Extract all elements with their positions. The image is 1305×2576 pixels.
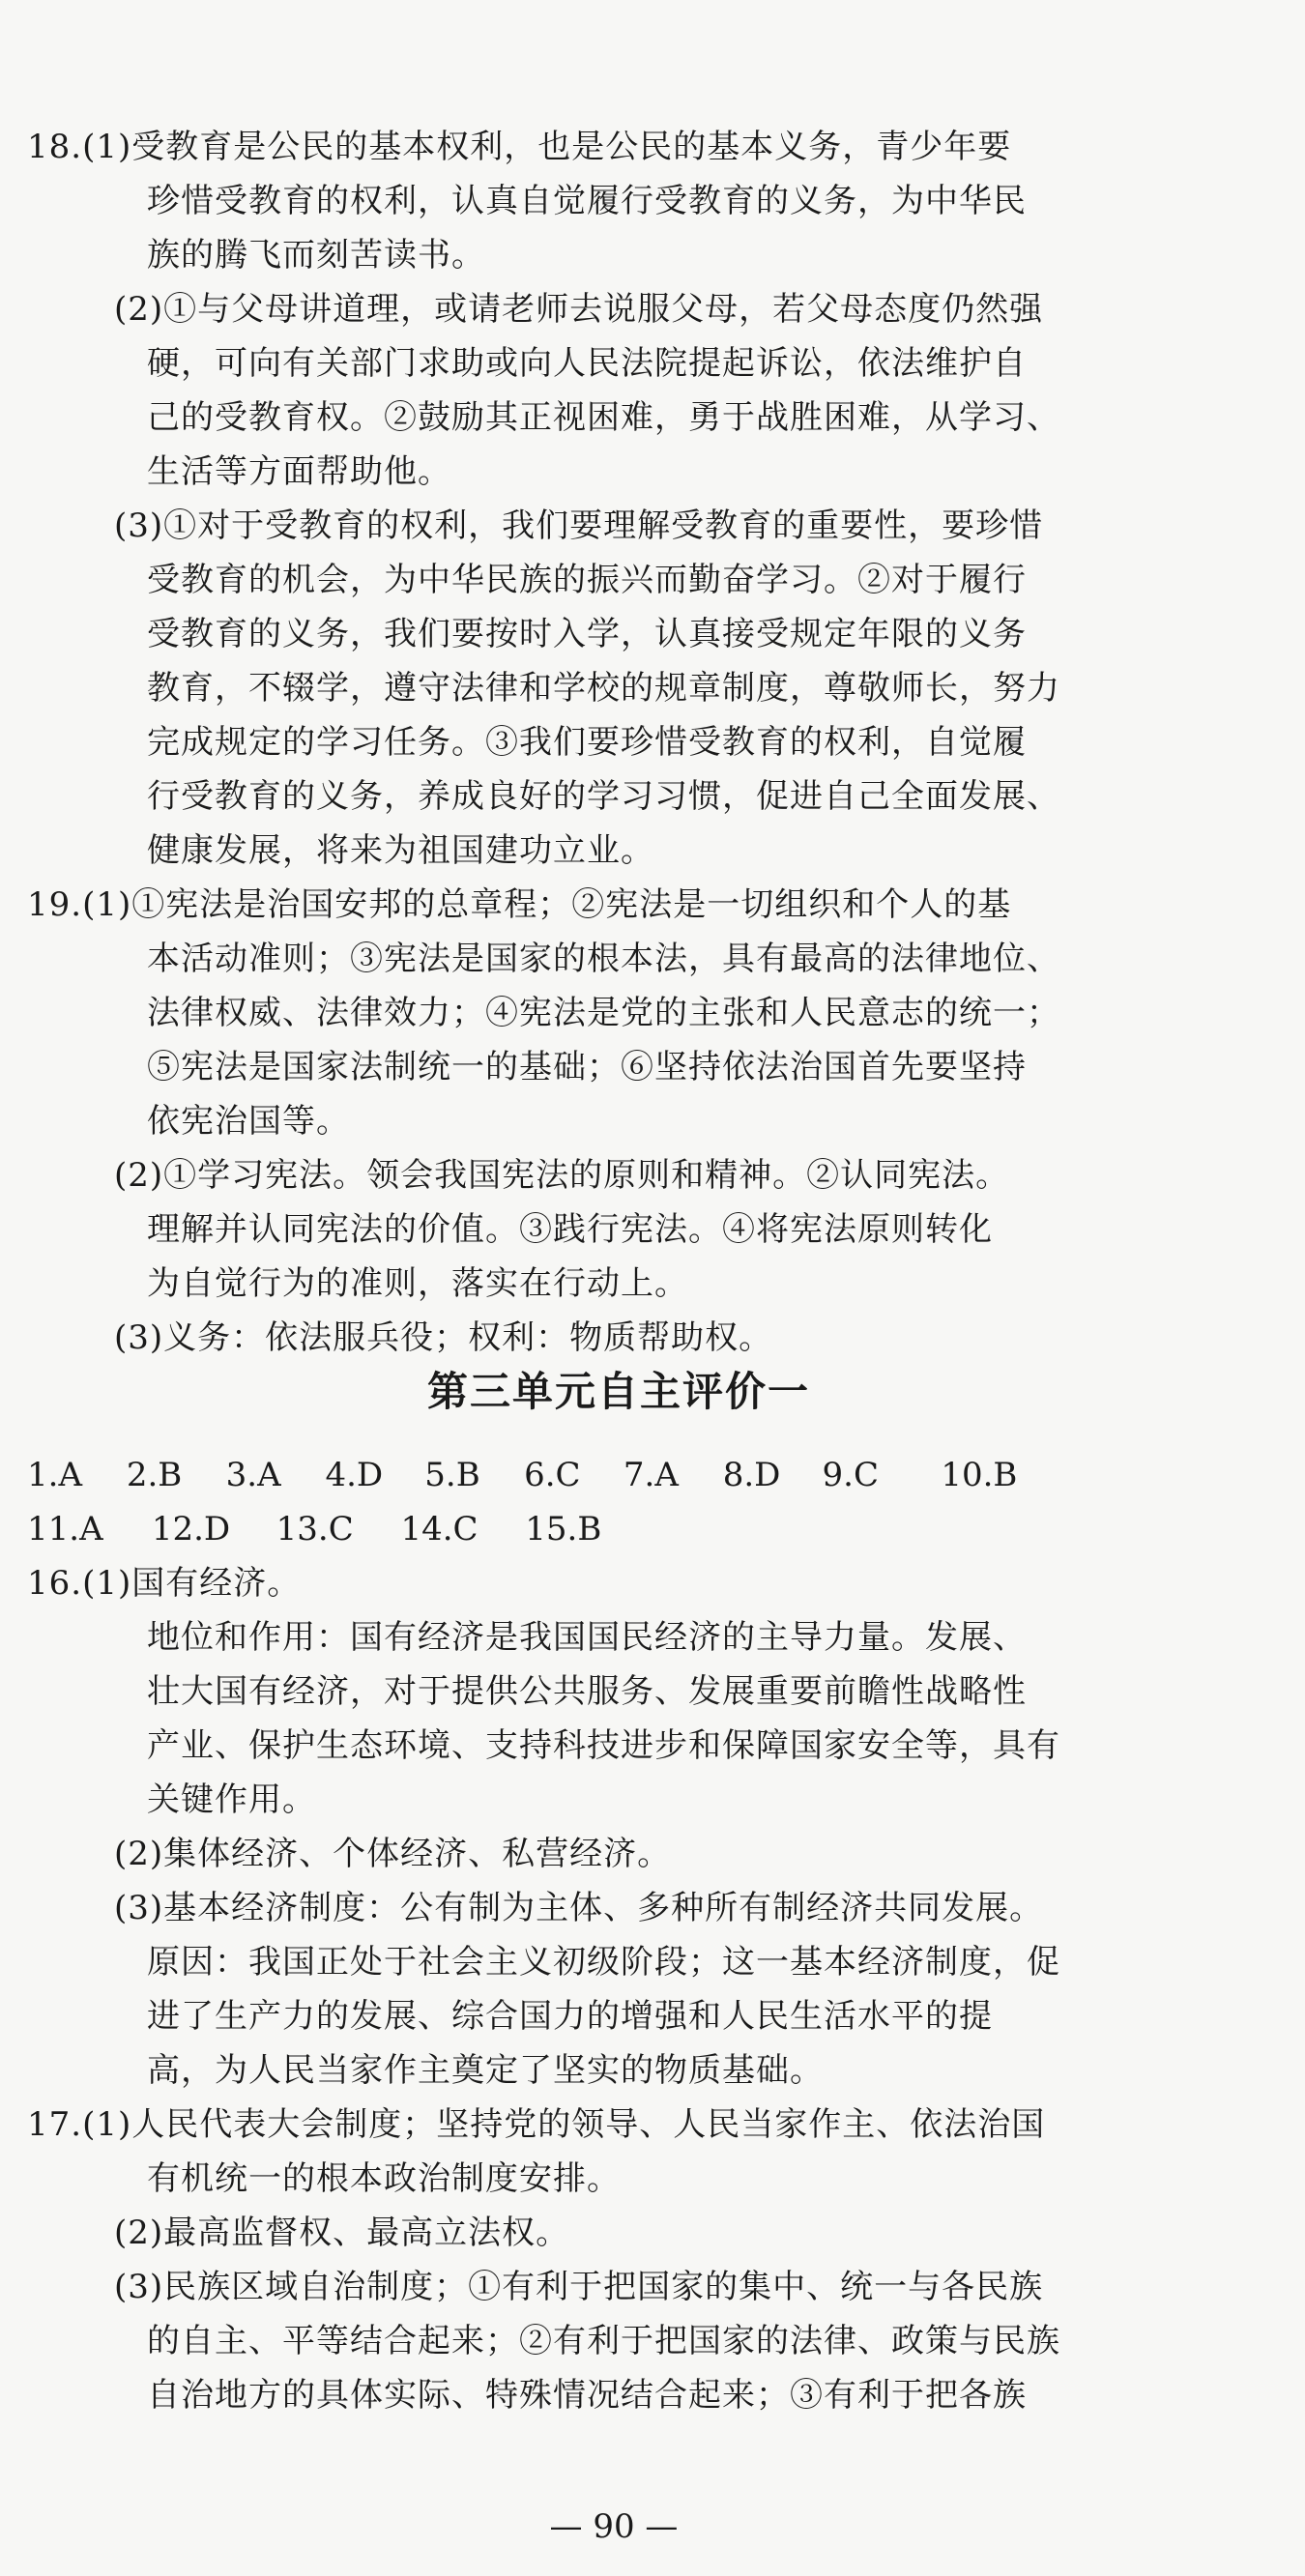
q17-3-line-3: 自治地方的具体实际、特殊情况结合起来；③有利于把各族 bbox=[147, 2376, 1027, 2415]
choice-answer: 9.C bbox=[822, 1456, 879, 1494]
choice-answer: 1.A bbox=[27, 1456, 82, 1494]
q18-2-line-2: 硬，可向有关部门求助或向人民法院提起诉讼，依法维护自 bbox=[147, 344, 1027, 383]
q18-3-line-1: (3)①对于受教育的权利，我们要理解受教育的重要性，要珍惜 bbox=[114, 507, 1044, 545]
page-number: — 90 — bbox=[549, 2507, 679, 2546]
q17-3-line-2: 的自主、平等结合起来；②有利于把国家的法律、政策与民族 bbox=[147, 2322, 1060, 2360]
q16-3-line-3: 进了生产力的发展、综合国力的增强和人民生活水平的提 bbox=[147, 1997, 993, 2036]
q19-3-line-1: (3)义务：依法服兵役；权利：物质帮助权。 bbox=[114, 1318, 773, 1357]
q19-1-line-5: 依宪治国等。 bbox=[147, 1102, 350, 1141]
q19-2-line-3: 为自觉行为的准则，落实在行动上。 bbox=[147, 1264, 688, 1303]
choice-answer: 15.B bbox=[525, 1510, 602, 1548]
choice-answer: 13.C bbox=[276, 1510, 354, 1548]
q17-1-line-1: 17.(1)人民代表大会制度；坚持党的领导、人民当家作主、依法治国 bbox=[27, 2105, 1046, 2144]
q19-2-line-2: 理解并认同宪法的价值。③践行宪法。④将宪法原则转化 bbox=[147, 1210, 993, 1249]
choice-answer: 4.D bbox=[325, 1456, 384, 1494]
q18-1-line-1: 18.(1)受教育是公民的基本权利，也是公民的基本义务，青少年要 bbox=[27, 128, 1012, 166]
q18-3-line-7: 健康发展，将来为祖国建功立业。 bbox=[147, 831, 654, 870]
q16-3-line-4: 高，为人民当家作主奠定了坚实的物质基础。 bbox=[147, 2051, 824, 2090]
choice-answer: 6.C bbox=[524, 1456, 581, 1494]
q18-3-line-6: 行受教育的义务，养成良好的学习习惯，促进自己全面发展、 bbox=[147, 777, 1060, 816]
q18-1-line-2: 珍惜受教育的权利，认真自觉履行受教育的义务，为中华民 bbox=[147, 182, 1027, 220]
q19-1-line-3: 法律权威、法律效力；④宪法是党的主张和人民意志的统一； bbox=[147, 994, 1060, 1032]
q19-1-line-1: 19.(1)①宪法是治国安邦的总章程；②宪法是一切组织和个人的基 bbox=[27, 885, 1012, 924]
q18-3-line-4: 教育，不辍学，遵守法律和学校的规章制度，尊敬师长，努力 bbox=[147, 669, 1060, 708]
choice-answer: 14.C bbox=[400, 1510, 478, 1548]
q16-1-line-2: 壮大国有经济，对于提供公共服务、发展重要前瞻性战略性 bbox=[147, 1672, 1027, 1711]
q18-1-line-3: 族的腾飞而刻苦读书。 bbox=[147, 236, 485, 275]
q18-3-line-3: 受教育的义务，我们要按时入学，认真接受规定年限的义务 bbox=[147, 615, 1027, 653]
choice-answer: 7.A bbox=[623, 1456, 679, 1494]
q18-2-line-3: 己的受教育权。②鼓励其正视困难，勇于战胜困难，从学习、 bbox=[147, 398, 1060, 437]
q16-3-line-1: (3)基本经济制度：公有制为主体、多种所有制经济共同发展。 bbox=[114, 1889, 1044, 1927]
q16-1-line-4: 关键作用。 bbox=[147, 1780, 316, 1819]
choice-answers-row-2 bbox=[27, 1506, 601, 1552]
q17-2-line-1: (2)最高监督权、最高立法权。 bbox=[114, 2214, 570, 2252]
q19-1-line-2: 本活动准则；③宪法是国家的根本法，具有最高的法律地位、 bbox=[147, 940, 1060, 978]
q18-2-line-4: 生活等方面帮助他。 bbox=[147, 452, 451, 491]
q16-1-line-1: 地位和作用：国有经济是我国国民经济的主导力量。发展、 bbox=[147, 1618, 1027, 1657]
q16-1-head: 16.(1)国有经济。 bbox=[27, 1564, 302, 1603]
q16-1-line-3: 产业、保护生态环境、支持科技进步和保障国家安全等，具有 bbox=[147, 1726, 1060, 1765]
q18-2-line-1: (2)①与父母讲道理，或请老师去说服父母，若父母态度仍然强 bbox=[114, 290, 1044, 329]
choice-answer: 5.B bbox=[424, 1456, 480, 1494]
q18-3-line-2: 受教育的机会，为中华民族的振兴而勤奋学习。②对于履行 bbox=[147, 561, 1027, 599]
choice-answer: 11.A bbox=[27, 1510, 103, 1548]
choice-answers-row-1 bbox=[27, 1452, 1017, 1498]
choice-answer: 8.D bbox=[722, 1456, 781, 1494]
choice-answer: 2.B bbox=[126, 1456, 183, 1494]
q16-3-line-2: 原因：我国正处于社会主义初级阶段；这一基本经济制度，促 bbox=[147, 1943, 1060, 1982]
q19-2-line-1: (2)①学习宪法。领会我国宪法的原则和精神。②认同宪法。 bbox=[114, 1156, 1010, 1195]
choice-answer: 10.B bbox=[941, 1456, 1018, 1494]
q19-1-line-4: ⑤宪法是国家法制统一的基础；⑥坚持依法治国首先要坚持 bbox=[147, 1048, 1027, 1086]
q18-3-line-5: 完成规定的学习任务。③我们要珍惜受教育的权利，自觉履 bbox=[147, 723, 1027, 762]
q16-2-line-1: (2)集体经济、个体经济、私营经济。 bbox=[114, 1835, 672, 1873]
choice-answer: 3.A bbox=[225, 1456, 281, 1494]
q17-3-line-1: (3)民族区域自治制度；①有利于把国家的集中、统一与各民族 bbox=[114, 2268, 1044, 2306]
unit-title: 第三单元自主评价一 bbox=[426, 1368, 810, 1415]
q17-1-line-2: 有机统一的根本政治制度安排。 bbox=[147, 2159, 621, 2198]
choice-answer: 12.D bbox=[151, 1510, 231, 1548]
